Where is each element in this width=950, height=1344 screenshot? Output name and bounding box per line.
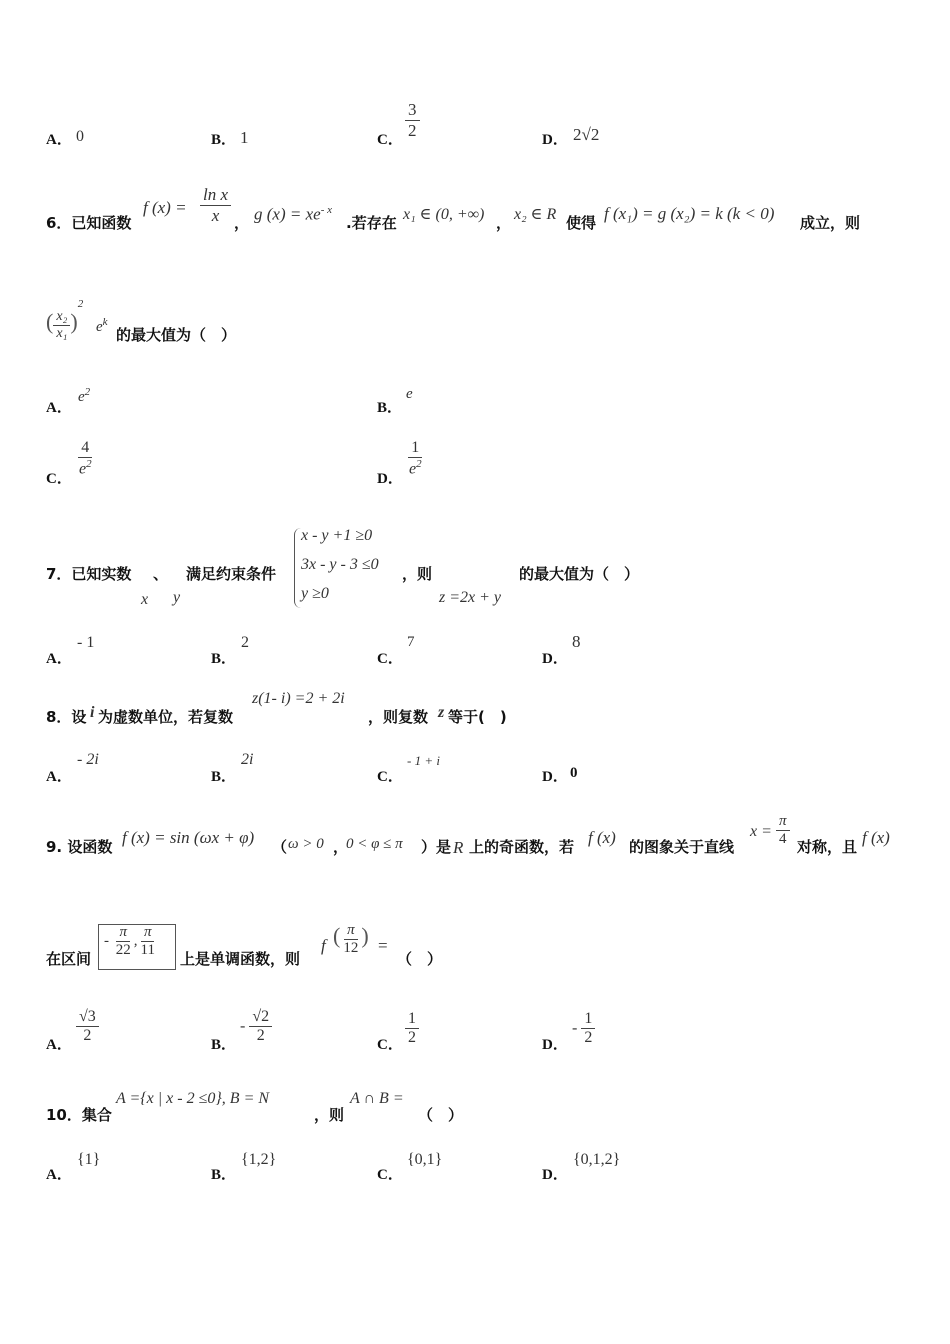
- q9-question: （ ）: [397, 950, 443, 968]
- q7-option-a-label: A．: [46, 651, 72, 667]
- q9-text7: 对称，且: [797, 838, 858, 856]
- q9-option-c-label: C．: [377, 1037, 403, 1053]
- q10-option-b-label: B．: [211, 1167, 237, 1183]
- q6-question: 的最大值为（ ）: [116, 326, 237, 344]
- q6-f-lhs: f (x) =: [143, 198, 187, 217]
- q7-option-d-value: 8: [572, 632, 581, 651]
- q9-option-d-label: D．: [542, 1037, 568, 1053]
- q10-option-d-value: {0,1,2}: [573, 1151, 621, 1168]
- q10-text1: 10．集合: [46, 1106, 112, 1124]
- option-d-label: D．: [542, 132, 568, 148]
- q6-text1: .若存在: [346, 214, 397, 232]
- q6-sep2: ，: [496, 214, 512, 232]
- q6-x2-domain: x₂ ∈ R: [514, 206, 557, 223]
- q9-text5: 上的奇函数，若: [469, 838, 575, 856]
- q9-line-fraction: $\frac{\pi}{4}$: [776, 813, 790, 849]
- q9-option-b-label: B．: [211, 1037, 237, 1053]
- q7-option-a-value: - 1: [77, 634, 95, 651]
- q9-at-fraction: ( $\frac{\pi}{12}$ ): [333, 922, 369, 957]
- q10-intersection: A ∩ B =: [350, 1090, 404, 1107]
- q6-condition: f (x₁) = g (x₂) = k (k < 0): [604, 204, 775, 223]
- q8-option-b-label: B．: [211, 769, 237, 785]
- q7-brace: [294, 528, 301, 608]
- q7-option-b-label: B．: [211, 651, 237, 667]
- q8-text3: ，则复数: [368, 708, 429, 726]
- option-c-label: C．: [377, 132, 403, 148]
- q6-number: 6．已知函数: [46, 214, 132, 232]
- q7-constraint-1: x - y +1 ≥0: [301, 527, 373, 544]
- q9-interval-content: - $\frac{\pi}{22}$ , $\frac{\pi}{11}$: [104, 924, 155, 959]
- q10-option-a-value: {1}: [77, 1151, 101, 1168]
- q8-i: i: [90, 704, 95, 721]
- q7-option-c-label: C．: [377, 651, 403, 667]
- q9-option-a-label: A．: [46, 1037, 72, 1053]
- q9-text9: 上是单调函数，则: [180, 950, 301, 968]
- q9-f-at: f: [321, 936, 326, 955]
- q6-g-def: g $(x) = xe^{- x}$: [254, 204, 332, 224]
- q9-function-def: f (x) = sin (ωx + φ): [122, 828, 255, 847]
- option-c-fraction: $\frac{3}{2}$: [405, 100, 420, 140]
- q7-option-d-label: D．: [542, 651, 568, 667]
- q7-option-b-value: 2: [241, 634, 249, 651]
- q8-option-b-value: 2i: [241, 751, 254, 768]
- q9-omega-cond: ω > 0: [288, 836, 324, 852]
- option-b-value: 1: [240, 128, 249, 147]
- q9-text1: 9. 设函数: [46, 838, 113, 856]
- q7-text1: 7．已知实数: [46, 565, 132, 583]
- option-b-label: B．: [211, 132, 237, 148]
- q6-x1-domain: x₁ ∈ (0, +∞): [403, 206, 485, 223]
- q6-ek: $e^k$: [96, 316, 108, 335]
- q6-sep1: ，: [234, 214, 250, 232]
- q8-z: z: [438, 704, 445, 721]
- q10-option-a-label: A．: [46, 1167, 72, 1183]
- q8-option-a-value: - 2i: [77, 751, 99, 768]
- q9-option-b-value: - $\frac{√2}{2}$: [240, 1008, 272, 1046]
- q6-f-fraction: $\frac{\text{ln x}}{x}$: [200, 185, 231, 225]
- q10-question: （ ）: [418, 1106, 464, 1124]
- q6-option-a-label: A．: [46, 400, 72, 416]
- q9-R: R: [453, 838, 464, 857]
- q7-objective: z =2x + y: [439, 589, 502, 606]
- q9-option-a-value: $\frac{√3}{2}$: [76, 1008, 99, 1046]
- q9-text2: （: [272, 838, 288, 856]
- q10-option-d-label: D．: [542, 1167, 568, 1183]
- q10-option-b-value: {1,2}: [241, 1151, 277, 1168]
- q9-text4: ）是: [421, 838, 452, 856]
- q7-constraint-2: 3x - y - 3 ≤0: [301, 556, 379, 573]
- q9-option-d-value: - $\frac{1}{2}$: [572, 1010, 595, 1048]
- q10-option-c-value: {0,1}: [407, 1151, 443, 1168]
- q7-option-c-value: 7: [407, 634, 415, 650]
- q9-eq: =: [378, 936, 388, 955]
- q9-text3: ，: [333, 838, 349, 856]
- q8-option-d-value: 0: [570, 765, 578, 781]
- q7-text4: ，则: [402, 565, 433, 583]
- q7-text2: 、: [153, 565, 169, 583]
- option-d-value: 2√2: [573, 125, 600, 144]
- q6-option-b-label: B．: [377, 400, 403, 416]
- q6-option-d-value: $\frac{1}{e^2}$: [409, 439, 422, 478]
- q10-option-c-label: C．: [377, 1167, 403, 1183]
- q6-option-b-value: e: [406, 386, 413, 402]
- q7-question: 的最大值为（ ）: [519, 565, 640, 583]
- q9-text8: 在区间: [46, 950, 92, 968]
- q9-option-c-value: $\frac{1}{2}$: [405, 1010, 419, 1048]
- q6-text2: 使得: [566, 214, 597, 232]
- q8-equation: z(1- i) =2 + 2i: [252, 690, 345, 707]
- q7-constraint-3: y ≥0: [301, 585, 329, 602]
- q8-option-d-label: D．: [542, 769, 568, 785]
- q9-fx2: f (x): [862, 828, 890, 847]
- q9-text6: 的图象关于直线: [629, 838, 735, 856]
- q9-fx: f (x): [588, 828, 616, 847]
- q8-question: 等于( ): [448, 708, 507, 726]
- q9-phi-cond: 0 < φ ≤ π: [346, 836, 403, 852]
- q6-option-d-label: D．: [377, 471, 403, 487]
- q8-option-a-label: A．: [46, 769, 72, 785]
- q6-option-c-value: $\frac{4}{e^2}$: [79, 439, 92, 478]
- option-a-label: A．: [46, 132, 72, 148]
- q6-option-c-label: C．: [46, 471, 72, 487]
- q10-set-def: A ={x | x - 2 ≤0}, B = N: [116, 1090, 270, 1107]
- q7-text3: 满足约束条件: [186, 565, 277, 583]
- q8-text2: 为虚数单位，若复数: [98, 708, 234, 726]
- q8-text1: 8．设: [46, 708, 87, 726]
- q8-option-c-value: - 1 + i: [407, 753, 440, 768]
- q6-text3: 成立，则: [800, 214, 861, 232]
- q10-text2: ，则: [314, 1106, 345, 1124]
- q7-var-x: x: [141, 591, 149, 608]
- option-a-value: 0: [76, 128, 84, 145]
- q9-line-lhs: x =: [750, 823, 772, 840]
- q6-option-a-value: $e^2$: [78, 386, 91, 405]
- q6-ratio-expr: ( $\frac{\text{x₂}}{\text{x₁}}$ )$^2$: [46, 298, 84, 341]
- q7-var-y: y: [173, 589, 181, 606]
- q8-option-c-label: C．: [377, 769, 403, 785]
